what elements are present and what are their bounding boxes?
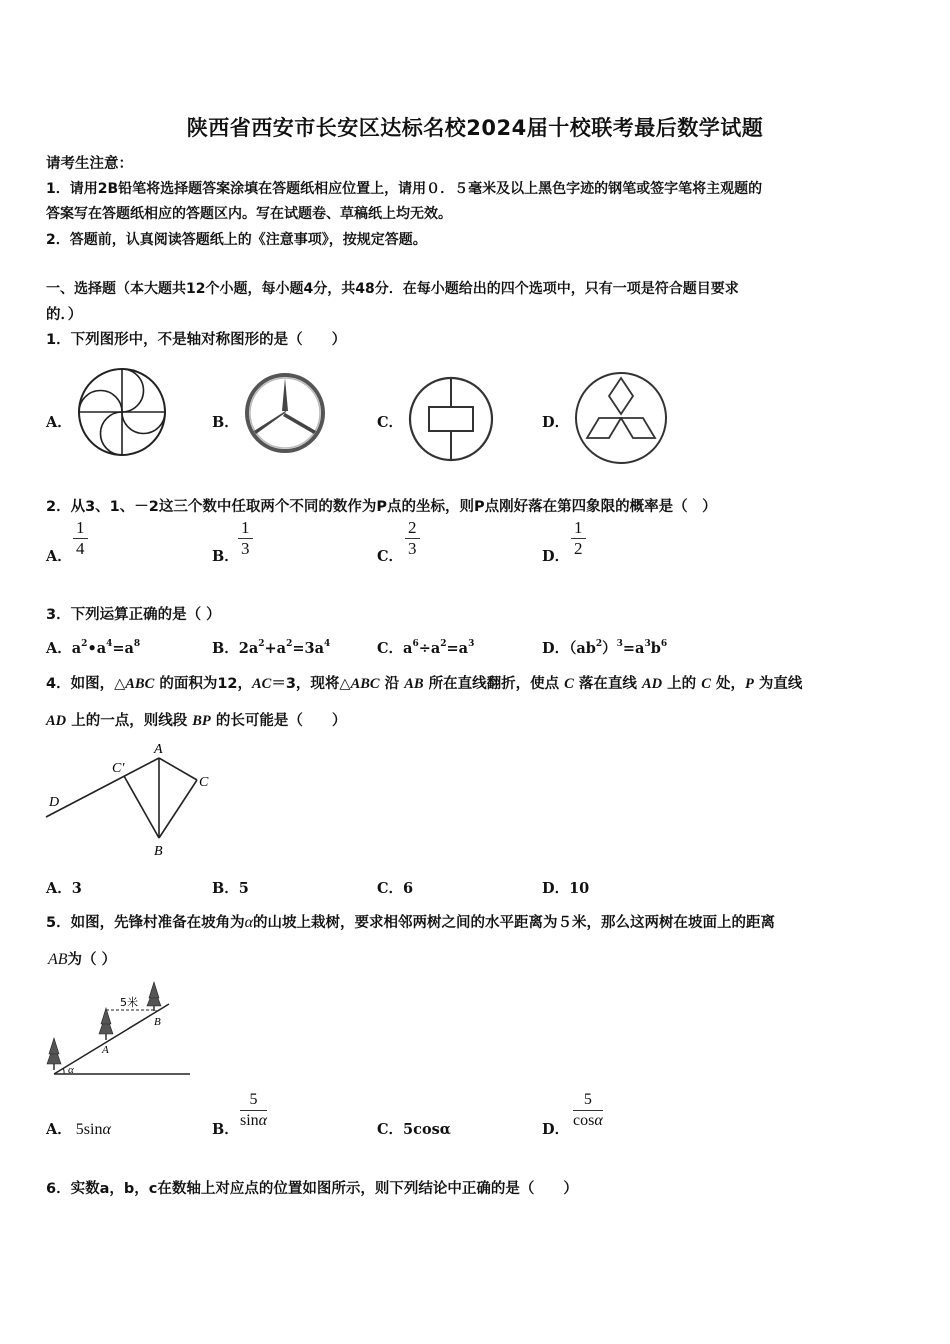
question-4-stem-line-2: AD 上的一点，则线段 BP 的长可能是（ ）: [46, 713, 347, 729]
notice-line-1b: 答案写在答题纸相应的答题区内。写在试题卷、草稿纸上均无效。: [46, 206, 452, 222]
q2-option-a-fraction: $\frac{1}{4}$: [73, 518, 88, 559]
q2-option-c-label: C．: [377, 548, 404, 565]
q1-option-a-label: A．: [46, 414, 72, 431]
q5-label-a: A: [102, 1044, 109, 1056]
question-1-stem: 1．下列图形中，不是轴对称图形的是（ ）: [46, 332, 347, 348]
question-3-stem: 3．下列运算正确的是（ ）: [46, 607, 221, 623]
question-5-stem-line-1: 5．如图，先锋村准备在坡角为α的山坡上栽树，要求相邻两树之间的水平距离为５米，那么这两树在坡面上的距离: [46, 914, 775, 931]
question-4-stem-line-1: 4．如图，△ABC 的面积为12，AC＝3，现将△ABC 沿 AB 所在直线翻折，使点 C 落在直线 AD 上的 C 处，P 为直线: [46, 676, 803, 692]
page-title: 陕西省西安市长安区达标名校2024届十校联考最后数学试题: [186, 116, 764, 140]
q1-figure-c: [407, 375, 495, 463]
tree-icon: [99, 1008, 113, 1040]
q5-option-c: C．5cosα: [377, 1121, 451, 1138]
q5-label-alpha: α: [68, 1064, 74, 1076]
q5-option-b-label: B．: [212, 1121, 239, 1138]
q4-label-a: A: [154, 742, 163, 757]
q5-option-a: A． 5sinα: [46, 1121, 111, 1138]
q1-option-b-label: B．: [212, 414, 239, 431]
q3-option-a: A．$a^2•a^4=a^8$: [46, 639, 141, 657]
q5-label-distance: 5米: [120, 996, 138, 1009]
q3-option-c: C．$a^6\div a^2=a^3$: [377, 639, 475, 657]
q1-option-d-label: D．: [542, 414, 570, 431]
q4-figure: [44, 738, 224, 863]
tree-icon: [147, 982, 161, 1011]
q4-option-b: B．5: [212, 880, 249, 897]
question-6-stem: 6．实数a，b，c在数轴上对应点的位置如图所示，则下列结论中正确的是（ ）: [46, 1181, 578, 1197]
q5-option-b-fraction: $\frac{5}{\sin\alpha}$: [240, 1091, 268, 1129]
section-heading: 一、选择题（本大题共12个小题，每小题4分，共48分．在每小题给出的四个选项中，只有一项是符合题目要求: [46, 281, 739, 297]
q5-label-b: B: [154, 1016, 161, 1028]
tree-icon: [47, 1038, 61, 1070]
q4-option-d: D．10: [542, 880, 590, 897]
q4-label-c-prime: C′: [112, 761, 125, 776]
notice-line-2: 2．答题前，认真阅读答题纸上的《注意事项》，按规定答题。: [46, 232, 427, 248]
question-5-stem-line-2: AB为（ ）: [48, 951, 117, 968]
q5-option-d-label: D．: [542, 1121, 570, 1138]
q4-label-d: D: [49, 795, 60, 810]
q2-option-a-label: A．: [46, 548, 72, 565]
q1-figure-d: [573, 370, 669, 466]
q4-option-a: A．3: [46, 880, 82, 897]
q3-option-d: D．$(ab^2)^3=a^3b^6$: [542, 639, 668, 657]
notice-heading: 请考生注意：: [46, 156, 133, 172]
q4-option-c: C．6: [377, 880, 414, 897]
q1-option-c-label: C．: [377, 414, 404, 431]
question-2-stem: 2．从3、1、－2这三个数中任取两个不同的数作为P点的坐标，则P点刚好落在第四象限的概率是（ ）: [46, 499, 717, 515]
q1-figure-b: [244, 372, 326, 454]
q2-option-b-fraction: $\frac{1}{3}$: [238, 518, 253, 559]
q2-option-d-fraction: $\frac{1}{2}$: [571, 518, 586, 559]
q4-label-b: B: [154, 844, 163, 859]
q1-figure-a: [76, 366, 168, 458]
q4-label-c: C: [199, 775, 209, 790]
section-heading-cont: 的．）: [46, 307, 83, 323]
q5-figure: [44, 980, 194, 1080]
q3-option-b: B．$2a^2+a^2=3a^4$: [212, 639, 331, 657]
notice-line-1: 1．请用2B铅笔将选择题答案涂填在答题纸相应位置上，请用０．５毫米及以上黑色字迹的钢笔或签字笔将主观题的: [46, 181, 763, 197]
q2-option-b-label: B．: [212, 548, 239, 565]
q5-option-d-fraction: $\frac{5}{\cos\alpha}$: [573, 1091, 603, 1129]
q2-option-c-fraction: $\frac{2}{3}$: [405, 518, 420, 559]
q2-option-d-label: D．: [542, 548, 570, 565]
